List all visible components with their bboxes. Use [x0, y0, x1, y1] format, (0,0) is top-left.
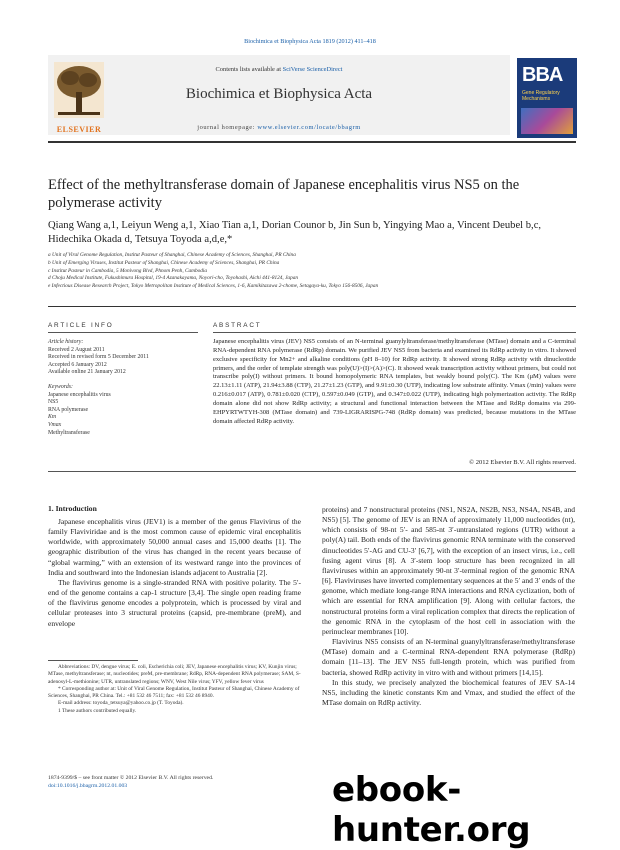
- footnote-equal-contribution: 1 These authors contributed equally.: [58, 707, 137, 714]
- sciencedirect-link[interactable]: SciVerse ScienceDirect: [282, 66, 343, 73]
- keyword-item: Km: [48, 414, 57, 421]
- journal-cover-thumbnail[interactable]: [517, 58, 577, 138]
- cover-title: BBA: [522, 64, 563, 86]
- article-info-rule: [48, 332, 198, 333]
- article-info-heading: ARTICLE INFO: [48, 322, 114, 329]
- body-paragraph: Flavivirus NS5 consists of an N-terminal guanylyltransferase/methyltransferase (MTase) domain and a C-terminal RNA-dependent RNA polymerase (RdRp) domain [11–13]. The JEV NS5 full-length protein, which was purified from bacteria, showed RdRp activity in vitro with and without primers [14,15].: [322, 637, 575, 677]
- footnote-rule: [48, 660, 138, 661]
- body-paragraph: proteins) and 7 nonstructural proteins (NS1, NS2A, NS2B, NS3, NS4A, NS4B, and NS5) [5]. The genome of JEV is an RNA of approximately 11,000 nucleotides (nt), which consists of 98-nt 5′- and 585-nt 3′-untranslated regions (UTR) without a poly(A) tail. Both ends of the flavivirus genomic RNA terminate with the conserved dinucleotides 5′-AG and CU-3′ [6,7], with the exception of an insect virus, i.e., cell fusing agent virus [8]. A 3′-stem loop structure has been recognized in all flaviviruses within an approximately 90-nt 3′-terminal region of the genomic RNA [6]. Flaviviruses have inverted complementary sequences at the 5′ and 3′ ends of the genome, which mediate long-range RNA interactions and RNA cyclization, both of which are essential for RNA amplification [9]. Along with cellular factors, the nonstructural proteins form a viral replication complex that directs the replication of the genomic RNA in the cytoplasm of the host cell in association with the perinuclear membranes [10].: [322, 505, 575, 636]
- keyword-item: Japanese encephalitis virus: [48, 391, 111, 398]
- issn-line: [48, 775, 308, 790]
- history-item: Accepted 6 January 2012: [48, 361, 107, 368]
- keyword-item: Vmax: [48, 421, 62, 428]
- abstract-text: Japanese encephalitis virus (JEV) NS5 consists of an N-terminal guanylyltransferase/methyltransferase (MTase) domain and a C-terminal RNA-dependent RNA polymerase (RdRp) domain. We purified JEV NS5 from bacteria and examined its RdRp activity in vitro. It showed exclusive specificity for Mn2+ and alkaline conditions (pH 8–10) for RdRp activity. It showed strong RdRp activity with dinucleotide primers, and the order of template strength was poly(U)>(I)>(A)>(C). It showed weak transcription activity without primers, but could not transcribe poly(I) without primers. It bound homopolymeric RNA templates, but weakly bound poly(C). The Km (μM) values were 22.13±1.11 (ATP), 21.94±3.88 (CTP), 21.27±1.23 (GTP), and 9.91±0.30 (UTP), indicating low substrate affinity. Vmax (/min) values were 0.216±0.017 (ATP), 0.781±0.020 (CTP), 0.597±0.049 (GTP), and 0.347±0.022 (UTP), indicating high polymerization activity. The RdRp domain alone did not show RdRp activity; a structural and functional interaction between the MTase and RdRp domains via 299-EHPYRTWTYH-308 (MTase domain) and 739-LIGRARISPG-748 (RdRp domain) was predicted, because mutations in the MTase domain affected RdRp activity.: [213, 338, 576, 425]
- affiliation-item: e Infectious Disease Research Project, Tokyo Metropolitan Institute of Medical Sciences, 1-6, Kamikitazawa 2-chome, Setagaya-ku, Tokyo 156-8506, Japan: [48, 283, 379, 290]
- keyword-item: NS5: [48, 399, 59, 406]
- contents-prefix: Contents lists available at: [215, 66, 283, 73]
- body-column-left: [48, 517, 301, 629]
- cover-artwork-icon: [521, 108, 573, 134]
- abstract-heading: ABSTRACT: [213, 322, 262, 329]
- issn-text: 1874-9399/$ – see front matter © 2012 Elsevier B.V. All rights reserved.: [48, 775, 214, 781]
- history-item: Available online 21 January 2012: [48, 369, 126, 376]
- doi-link[interactable]: doi:10.1016/j.bbagrm.2012.01.003: [48, 782, 128, 789]
- journal-citation[interactable]: Biochimica et Biophysica Acta 1819 (2012) 411–418: [244, 38, 376, 45]
- keyword-item: Methyltransferase: [48, 429, 90, 436]
- section-rule: [48, 306, 576, 307]
- footnotes: [48, 664, 301, 715]
- header-rule: [48, 141, 576, 143]
- paper-title: Effect of the methyltransferase domain of Japanese encephalitis virus NS5 on the polymerase activity: [48, 177, 520, 211]
- body-paragraph: The flavivirus genome is a single-stranded RNA with positive polarity. The 5′-end of the genome contains a cap-1 structure [3,4]. The single open reading frame of the flavivirus genome encodes a polyprotein, which is processed by viral and cellular proteases into 3 structural proteins (capsid, pre-membrane (preM), and envelope: [48, 577, 301, 628]
- history-item: Received in revised form 5 December 2011: [48, 354, 149, 361]
- affiliation-item: b Unit of Emerging Viruses, Institut Pasteur of Shanghai, Chinese Academy of Sciences, Shanghai, PR China: [48, 259, 280, 266]
- body-paragraph: In this study, we precisely analyzed the biochemical features of JEV SA-14 NS5, including the kinetic constants Km and Vmax, and studied the effect of the MTase domain on RdRp activity.: [322, 677, 575, 707]
- affiliations: [48, 252, 576, 291]
- introduction-heading: 1. Introduction: [48, 504, 97, 513]
- history-label: Article history:: [48, 339, 84, 345]
- body-paragraph: Japanese encephalitis virus (JEV1) is a member of the genus Flavivirus of the family Flaviviridae and is the most common cause of epidemic viral encephalitis worldwide, with approximately 50,000 annual cases and 15,000 deaths [1]. The geographic distribution of the virus has changed in the recent years because of “global warming,” with an extension of its westward range into the provinces of India and southward into the Indonesian islands adjacent to Australia [2].: [48, 517, 301, 577]
- abstract-end-rule: [48, 471, 576, 472]
- article-info: [48, 339, 198, 437]
- affiliation-item: d Choju Medical Institute, Fukushimura Hospital, 19-4 Azanakayama, Noyori-cho, Toyohashi, Aichi 441-8124, Japan: [48, 275, 299, 282]
- affiliation-item: a Unit of Viral Genome Regulation, Institut Pasteur of Shanghai, Chinese Academy of Sciences, Shanghai, PR China: [48, 252, 296, 258]
- abstract-rule: [213, 332, 576, 333]
- body-column-right: [322, 505, 575, 708]
- abstract-copyright: © 2012 Elsevier B.V. All rights reserved.: [469, 459, 576, 466]
- cover-subtitle: Gene Regulatory Mechanisms: [522, 90, 560, 102]
- homepage-link[interactable]: www.elsevier.com/locate/bbagrm: [257, 124, 361, 131]
- elsevier-wordmark: ELSEVIER: [56, 125, 102, 134]
- spacer: [48, 377, 198, 384]
- contents-line: [48, 66, 510, 73]
- journal-name: Biochimica et Biophysica Acta: [185, 86, 373, 102]
- affiliation-item: c Institut Pasteur in Cambodia, 5 Monivong Blvd, Phnom Penh, Cambodia: [48, 267, 208, 274]
- watermark: ebook-hunter.org: [332, 770, 531, 850]
- keywords-label: Keywords:: [48, 383, 73, 390]
- history-item: Received 2 August 2011: [48, 346, 105, 353]
- journal-homepage: [48, 124, 510, 131]
- author-list: Qiang Wang a,1, Leiyun Weng a,1, Xiao Tian a,1, Dorian Counor b, Jin Sun b, Yingying Mao a, Vincent Deubel b,c, Hidechika Okada d, Tetsuya Toyoda a,d,e,*: [48, 220, 542, 245]
- footnote-abbreviations: Abbreviations: DV, dengue virus; E. coli, Escherichia coli; JEV, Japanese encephalitis virus; KV, Kunjin virus; MTase, methyltransferase; nt, nucleotides; preM, pre-membrane; RdRp, RNA-dependent RNA polymerase; SAM, S-adenosyl-L-methionine; UTR, untranslated regions; WNV, West Nile virus; YFV, yellow fever virus: [48, 664, 301, 685]
- footnote-corresponding-author: * Corresponding author at: Unit of Viral Genome Regulation, Institut Pasteur of Shanghai, Chinese Academy of Sciences, Shanghai, PR China. Tel.: +81 532 46 7511; fax: +81 532 46 8940.: [48, 685, 300, 700]
- keyword-item: RNA polymerase: [48, 406, 89, 413]
- elsevier-tree-icon: [48, 58, 110, 134]
- homepage-prefix: journal homepage:: [197, 124, 258, 131]
- footnote-email[interactable]: E-mail address: toyoda_tetsuya@yahoo.co.jp (T. Toyoda).: [58, 700, 184, 707]
